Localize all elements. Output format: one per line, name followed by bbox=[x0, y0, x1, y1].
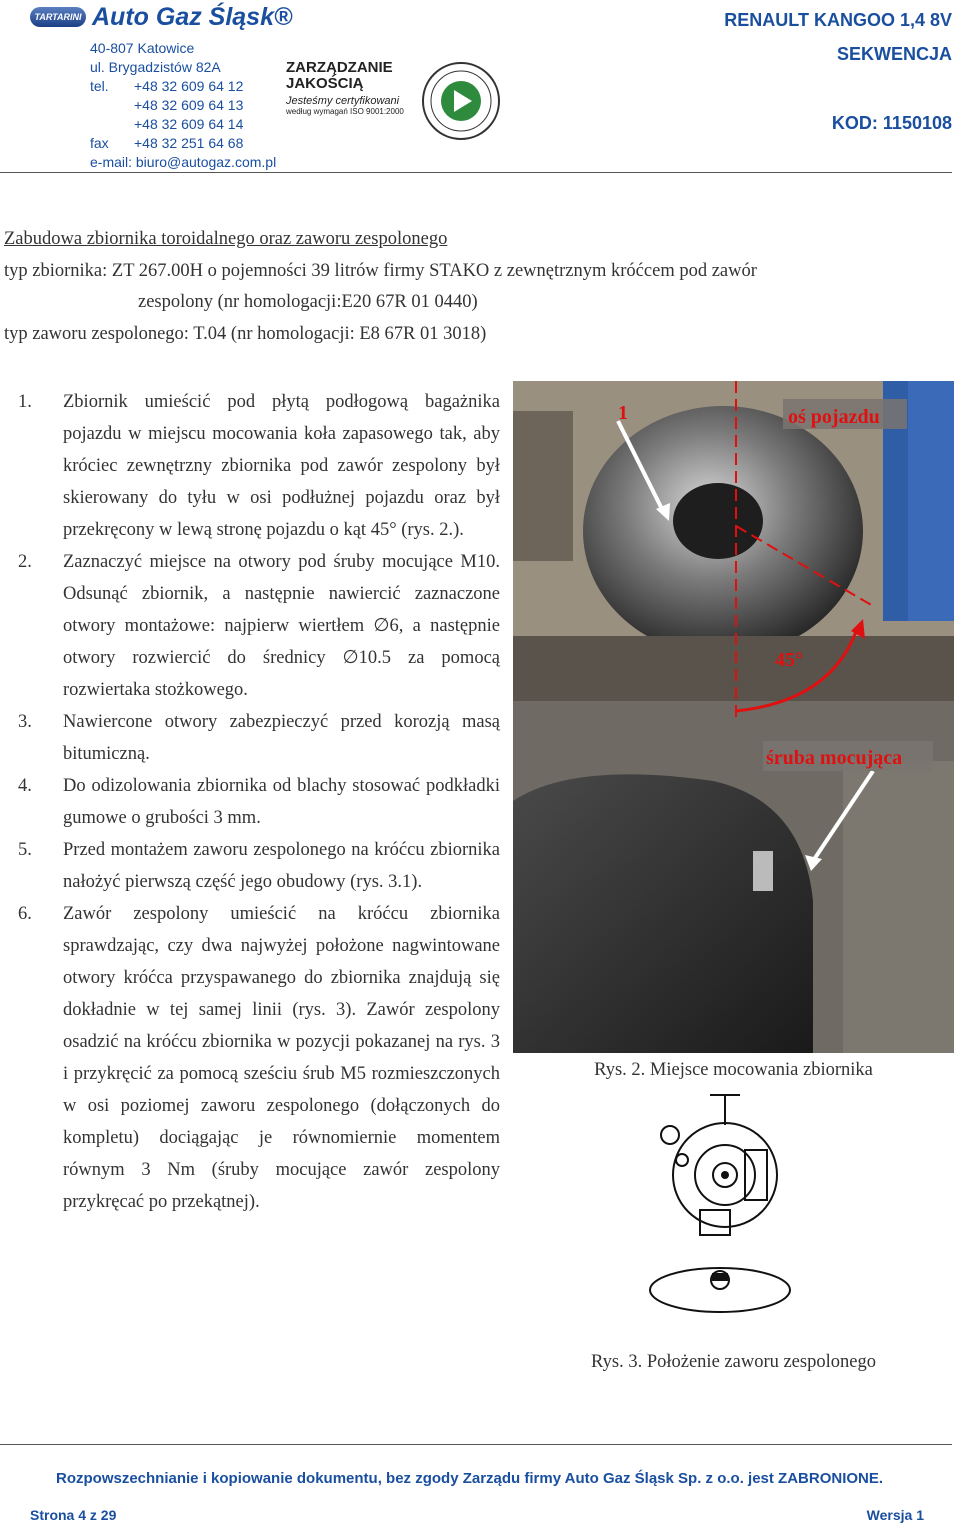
address-line bbox=[90, 115, 276, 134]
footer-divider bbox=[0, 1444, 952, 1445]
cert-standard: według wymagań ISO 9001:2000 bbox=[286, 107, 404, 116]
document-version: Wersja 1 bbox=[866, 1507, 924, 1523]
step-item bbox=[18, 706, 500, 770]
step-item bbox=[18, 898, 500, 1218]
step-text: Zbiornik umieścić pod płytą podłogową bagażnika pojazdu w miejscu mocowania koła zapasowego tak, aby króciec zewnętrzny zbiornika pod zawór zespolony był skierowany do tyłu w osi podłużnej pojazdu oraz był przekręcony w lewą stronę pojazdu o kąt 45° (rys. 2.). bbox=[63, 392, 500, 540]
step-item bbox=[18, 770, 500, 834]
tank-type-line: typ zbiornika: ZT 267.00H o pojemności 39 litrów firmy STAKO z zewnętrznym króćcem pod zawór bbox=[4, 260, 757, 281]
address-line bbox=[90, 153, 276, 172]
company-address bbox=[90, 39, 276, 172]
installation-steps bbox=[18, 386, 500, 1218]
quality-certificate bbox=[286, 60, 411, 134]
step-item bbox=[18, 834, 500, 898]
step-text: Do odizolowania zbiornika od blachy stosować podkładki gumowe o grubości 3 mm. bbox=[63, 776, 500, 828]
vehicle-model: RENAULT KANGOO 1,4 8V bbox=[724, 10, 952, 30]
step-text: Przed montażem zaworu zespolonego na króćcu zbiornika nałożyć pierwszą część jego obudowy (rys. 3.1). bbox=[63, 840, 500, 892]
address-value: 40-807 Katowice bbox=[90, 40, 195, 56]
address-line bbox=[90, 96, 276, 115]
cert-subtitle: Jesteśmy certyfikowani bbox=[286, 95, 400, 107]
figure-3-caption: Rys. 3. Położenie zaworu zespolonego bbox=[591, 1352, 876, 1372]
page-number: Strona 4 z 29 bbox=[30, 1507, 117, 1523]
product-code: KOD: 1150108 bbox=[831, 113, 952, 133]
tank-mounting-photo bbox=[513, 381, 954, 1053]
copyright-notice: Rozpowszechnianie i kopiowanie dokumentu, bez zgody Zarządu firmy Auto Gaz Śląsk Sp. z o.o. jest ZABRONIONE. bbox=[56, 1470, 884, 1487]
step-number: 4. bbox=[18, 776, 32, 796]
company-name: Auto Gaz Śląsk® bbox=[92, 2, 293, 31]
header-divider bbox=[0, 172, 952, 173]
system-type: SEKWENCJA bbox=[836, 44, 952, 64]
address-value: +48 32 609 64 14 bbox=[134, 116, 244, 132]
photo-label-bolt: śruba mocująca bbox=[766, 747, 903, 769]
section-title: Zabudowa zbiornika toroidalnego oraz zaworu zespolonego bbox=[4, 229, 448, 249]
intro-section bbox=[4, 224, 954, 350]
step-number: 5. bbox=[18, 840, 32, 860]
address-value: e-mail: biuro@autogaz.com.pl bbox=[90, 154, 277, 170]
valve-type-line: typ zaworu zespolonego: T.04 (nr homologacji: E8 67R 01 3018) bbox=[4, 323, 487, 344]
photo-label-angle: 45° bbox=[775, 649, 803, 671]
step-number: 6. bbox=[18, 904, 32, 924]
valve-position-diagram bbox=[640, 1090, 800, 1320]
address-value: ul. Brygadzistów 82A bbox=[90, 59, 221, 75]
cert-title: ZARZĄDZANIE JAKOŚCIĄ bbox=[286, 59, 393, 92]
step-number: 2. bbox=[18, 552, 32, 572]
step-text: Nawiercone otwory zabezpieczyć przed korozją masą bitumiczną. bbox=[63, 712, 500, 764]
photo-label-1: 1 bbox=[618, 402, 628, 424]
iso-seal-icon bbox=[420, 60, 502, 142]
step-text: Zaznaczyć miejsce na otwory pod śruby mocujące M10. Odsunąć zbiornik, a następnie nawiercić zaznaczone otwory montażowe: najpierw wiertłem ∅6, a następnie otwory rozwiercić do średnicy ∅10.5 za pomocą rozwiertaka stożkowego. bbox=[63, 552, 500, 700]
step-item bbox=[18, 386, 500, 546]
address-line bbox=[90, 77, 276, 96]
step-item bbox=[18, 546, 500, 706]
address-label: tel. bbox=[90, 78, 109, 94]
address-label bbox=[90, 115, 134, 134]
address-value: +48 32 609 64 13 bbox=[134, 97, 244, 113]
photo-label-axis: oś pojazdu bbox=[788, 406, 880, 428]
step-number: 1. bbox=[18, 392, 32, 412]
address-line bbox=[90, 134, 276, 153]
address-line bbox=[90, 39, 276, 58]
address-line bbox=[90, 58, 276, 77]
tank-homologation-line: zespolony (nr homologacji:E20 67R 01 0440) bbox=[138, 292, 478, 312]
figure-2-caption: Rys. 2. Miejsce mocowania zbiornika bbox=[594, 1060, 873, 1080]
company-logo bbox=[30, 4, 292, 30]
step-text: Zawór zespolony umieścić na króćcu zbiornika sprawdzając, czy dwa najwyżej położone nagwintowane otwory króćca przyspawanego do zbiornika znajdują się dokładnie w tej samej linii (rys. 3). Zawór zespolony osadzić na króćcu zbiornika w pozycji pokazanej na rys. 3 i przykręcić za pomocą sześciu śrub M5 rozmieszczonych w osi poziomej zaworu zespolonego (dołączonych do kompletu) dociągając je równomiernie momentem równym 3 Nm (śruby mocujące zawór zespolony przykręcać po przekątnej). bbox=[63, 904, 500, 1212]
address-value: +48 32 251 64 68 bbox=[134, 135, 244, 151]
step-number: 3. bbox=[18, 712, 32, 732]
address-value: +48 32 609 64 12 bbox=[134, 78, 244, 94]
address-label: fax bbox=[90, 135, 109, 151]
address-label bbox=[90, 96, 134, 115]
tartarini-logo-badge: TARTARINI bbox=[30, 7, 86, 27]
